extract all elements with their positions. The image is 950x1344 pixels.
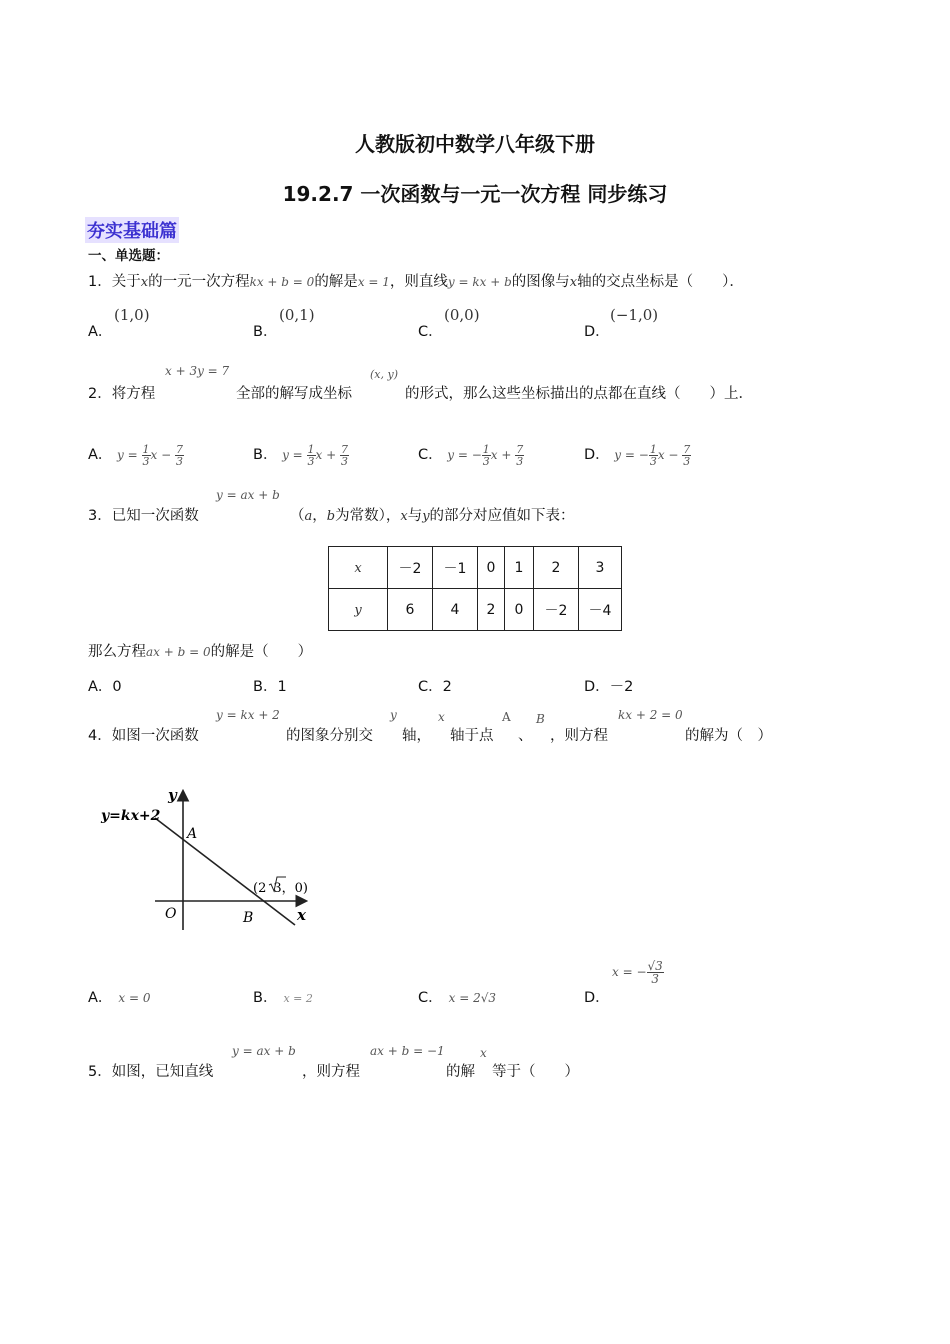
table-cell: 1 bbox=[505, 547, 534, 589]
q4-text-3: 轴， bbox=[402, 728, 431, 744]
table-cell: 6 bbox=[388, 589, 433, 631]
y-axis-label: y bbox=[168, 786, 177, 804]
x-axis-label: x bbox=[297, 906, 306, 924]
q5-text-1: 5．如图，已知直线 bbox=[88, 1064, 214, 1080]
table-cell: －4 bbox=[579, 589, 622, 631]
q2-coord: (x, y) bbox=[370, 368, 398, 381]
q2-text-2: 全部的解写成坐标 bbox=[236, 386, 352, 402]
q4-option-b[interactable]: B． x = 2 bbox=[253, 990, 313, 1006]
q3-text-3: 那么方程ax + b = 0的解是（ ） bbox=[88, 644, 313, 660]
q4-option-d[interactable]: D． bbox=[584, 990, 610, 1006]
origin-label: O bbox=[165, 906, 177, 922]
q2-option-b[interactable]: B． y = $\frac{1}{3}$ x + $\frac{7}{3}$ bbox=[253, 443, 348, 468]
q4-text-5: ，则方程 bbox=[550, 728, 608, 744]
table-cell: 4 bbox=[433, 589, 478, 631]
q4-text-2: 的图象分别交 bbox=[286, 728, 373, 744]
q4-text-6: 的解为（ ） bbox=[685, 728, 772, 744]
function-label: y=kx+2 bbox=[101, 808, 161, 824]
q2-text-3: 的形式，那么这些坐标描出的点都在直线（ ）上． bbox=[405, 386, 753, 402]
table-cell: 0 bbox=[478, 547, 505, 589]
table-row bbox=[329, 547, 622, 589]
q2-option-a[interactable]: A． y = $\frac{1}{3}$ x − $\frac{7}{3}$ bbox=[88, 443, 183, 468]
q2-option-d[interactable]: D． y = − $\frac{1}{3}$ x − $\frac{7}{3}$ bbox=[584, 443, 691, 468]
q1-option-d[interactable]: D． bbox=[584, 324, 610, 340]
q2-text-1: 2．将方程 bbox=[88, 386, 156, 402]
table-cell: y bbox=[329, 589, 388, 631]
q2-equation: x + 3y = 7 bbox=[165, 364, 230, 378]
q1-option-c-value: (0,0) bbox=[444, 306, 480, 324]
part-label: 一、单选题： bbox=[88, 248, 169, 264]
q5-text-2: ，则方程 bbox=[302, 1064, 360, 1080]
table-cell: －1 bbox=[433, 547, 478, 589]
q3-option-a[interactable]: A．0 bbox=[88, 679, 122, 695]
q4-graph bbox=[95, 780, 335, 940]
q4-y-var: y bbox=[390, 708, 397, 722]
table-cell: －2 bbox=[388, 547, 433, 589]
point-b-label: B bbox=[243, 910, 254, 926]
q4-point-a: A bbox=[502, 710, 511, 724]
page-title: 人教版初中数学八年级下册 bbox=[355, 132, 595, 156]
q3-option-c[interactable]: C．2 bbox=[418, 679, 452, 695]
q5-text-4: 等于（ ） bbox=[492, 1064, 579, 1080]
table-cell: 2 bbox=[478, 589, 505, 631]
q3-option-d[interactable]: D．－2 bbox=[584, 679, 634, 695]
q3-value-table bbox=[328, 546, 622, 631]
q1-option-b[interactable]: B． bbox=[253, 324, 278, 340]
q4-option-a[interactable]: A． x = 0 bbox=[88, 990, 151, 1006]
q4-text-4: 轴于点 bbox=[450, 728, 494, 744]
q3-equation: y = ax + b bbox=[216, 488, 280, 502]
section-label: 夯实基础篇 bbox=[85, 217, 179, 243]
question-1: 1．关于x的一元一次方程kx + b = 0的解是x = 1，则直线y = kx + b的图像与x轴的交点坐标是（ ）． bbox=[88, 274, 744, 290]
q4-option-c[interactable]: C． x = 2√3 bbox=[418, 990, 496, 1006]
table-cell: 3 bbox=[579, 547, 622, 589]
q4-equation: y = kx + 2 bbox=[216, 708, 280, 722]
page-subtitle: 19.2.7 一次函数与一元一次方程 同步练习 bbox=[282, 182, 668, 206]
q4-point-b: B bbox=[536, 712, 545, 726]
q5-equation: y = ax + b bbox=[232, 1044, 296, 1058]
table-cell: －2 bbox=[534, 589, 579, 631]
q4-equation-2: kx + 2 = 0 bbox=[618, 708, 683, 722]
q4-sep: 、 bbox=[518, 728, 533, 744]
q4-option-d-value: x = − $\frac{√3}{3}$ bbox=[612, 959, 663, 986]
table-cell: 0 bbox=[505, 589, 534, 631]
table-row bbox=[329, 589, 622, 631]
q5-x-var: x bbox=[480, 1046, 487, 1060]
q5-equation-2: ax + b = −1 bbox=[370, 1044, 445, 1058]
q3-option-b[interactable]: B．1 bbox=[253, 679, 287, 695]
q3-text-1: 3．已知一次函数 bbox=[88, 508, 199, 524]
q1-option-a-value: (1,0) bbox=[114, 306, 150, 324]
table-cell: 2 bbox=[534, 547, 579, 589]
point-a-label: A bbox=[187, 826, 198, 842]
point-b-coordinate: (2 3，0) bbox=[253, 881, 308, 896]
q1-option-d-value: (−1,0) bbox=[610, 306, 659, 324]
q1-option-a[interactable]: A． bbox=[88, 324, 113, 340]
q2-option-c[interactable]: C． y = − $\frac{1}{3}$ x + $\frac{7}{3}$ bbox=[418, 443, 524, 468]
q4-x-var: x bbox=[438, 710, 445, 724]
q3-text-2: （a，b为常数），x与y的部分对应值如下表： bbox=[290, 508, 575, 524]
q5-text-3: 的解 bbox=[446, 1064, 475, 1080]
q1-option-c[interactable]: C． bbox=[418, 324, 443, 340]
q1-option-b-value: (0,1) bbox=[279, 306, 315, 324]
table-cell: x bbox=[329, 547, 388, 589]
q4-text-1: 4．如图一次函数 bbox=[88, 728, 199, 744]
